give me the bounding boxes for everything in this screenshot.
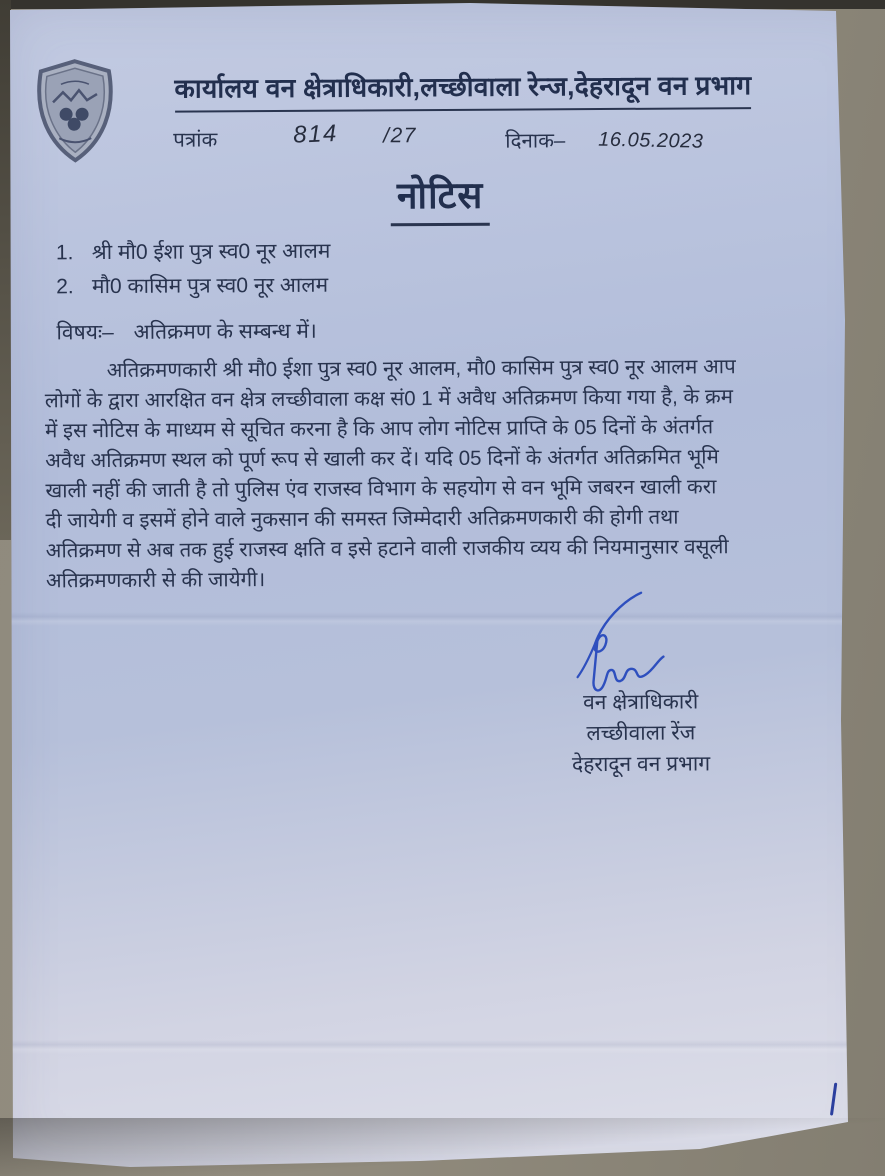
recipient-row — [56, 237, 331, 267]
letter-no-handwritten-value: 814 — [292, 119, 339, 149]
recipient-number: 1. — [55, 241, 74, 265]
body-line: अतिक्रमणकारी से की जायेगी। — [45, 568, 266, 593]
signatory-designation: वन क्षेत्राधिकारी — [583, 690, 699, 715]
recipient-number: 2. — [56, 275, 74, 299]
signatory-range: लच्छीवाला रेंज — [586, 721, 696, 746]
notice-heading-text: नोटिस — [391, 168, 490, 227]
body-line: अतिक्रमणकारी श्री मौ0 ईशा पुत्र स्व0 नूर आलम, मौ0 कासिम पुत्र स्व0 नूर आलम आप — [106, 355, 736, 383]
recipient-name: श्री मौ0 ईशा पुत्र स्व0 नूर आलम — [91, 239, 331, 265]
signatory-block — [521, 686, 762, 780]
date-label: दिनाक– — [505, 129, 566, 153]
subject-text: अतिक्रमण के सम्बन्ध में। — [133, 319, 317, 344]
notice-heading — [0, 165, 883, 228]
office-title — [105, 66, 821, 113]
body-line: में इस नोटिस के माध्यम से सूचित करना है कि आप लोग नोटिस प्राप्ति के 05 दिनों के अंतर्गत — [44, 415, 714, 443]
body-line: लोगों के द्वारा आरक्षित वन क्षेत्र लच्छीवाला कक्ष सं0 1 में अवैध अतिक्रमण किया गया है, के क्रम — [44, 385, 734, 413]
date-handwritten-value: 16.05.2023 — [598, 128, 704, 153]
subject-label: विषयः– — [56, 321, 114, 345]
body-line: अवैध अतिक्रमण स्थल को पूर्ण रूप से खाली कर दें। यदि 05 दिनों के अंतर्गत अतिक्रमित भूमि — [45, 445, 719, 473]
recipient-name: मौ0 कासिम पुत्र स्व0 नूर आलम — [91, 273, 329, 299]
office-title-text: कार्यालय वन क्षेत्राधिकारी,लच्छीवाला रेन्ज,देहरादून वन प्रभाग — [174, 66, 751, 113]
body-line: खाली नहीं की जाती है तो पुलिस एंव राजस्व विभाग के सहयोग से वन भूमि जबरन खाली करा — [45, 475, 717, 503]
paper-bottom-shadow — [0, 1118, 885, 1176]
body-line: अतिक्रमण से अब तक हुई राजस्व क्षति व इसे हटाने वाली राजकीय व्यय की नियमानुसार वसूली — [45, 535, 729, 563]
letter-no-suffix: /27 — [383, 124, 418, 148]
subject-row — [56, 317, 317, 347]
signatory-division: देहरादून वन प्रभाग — [571, 752, 711, 777]
body-line: दी जायेगी व इसमें होने वाले नुकसान की समस्त जिम्मेदारी अतिक्रमणकारी की होगी तथा — [45, 505, 679, 533]
recipient-row — [56, 271, 328, 301]
letter-no-label: पत्रांक — [173, 128, 218, 152]
pen-mark — [830, 1083, 837, 1116]
